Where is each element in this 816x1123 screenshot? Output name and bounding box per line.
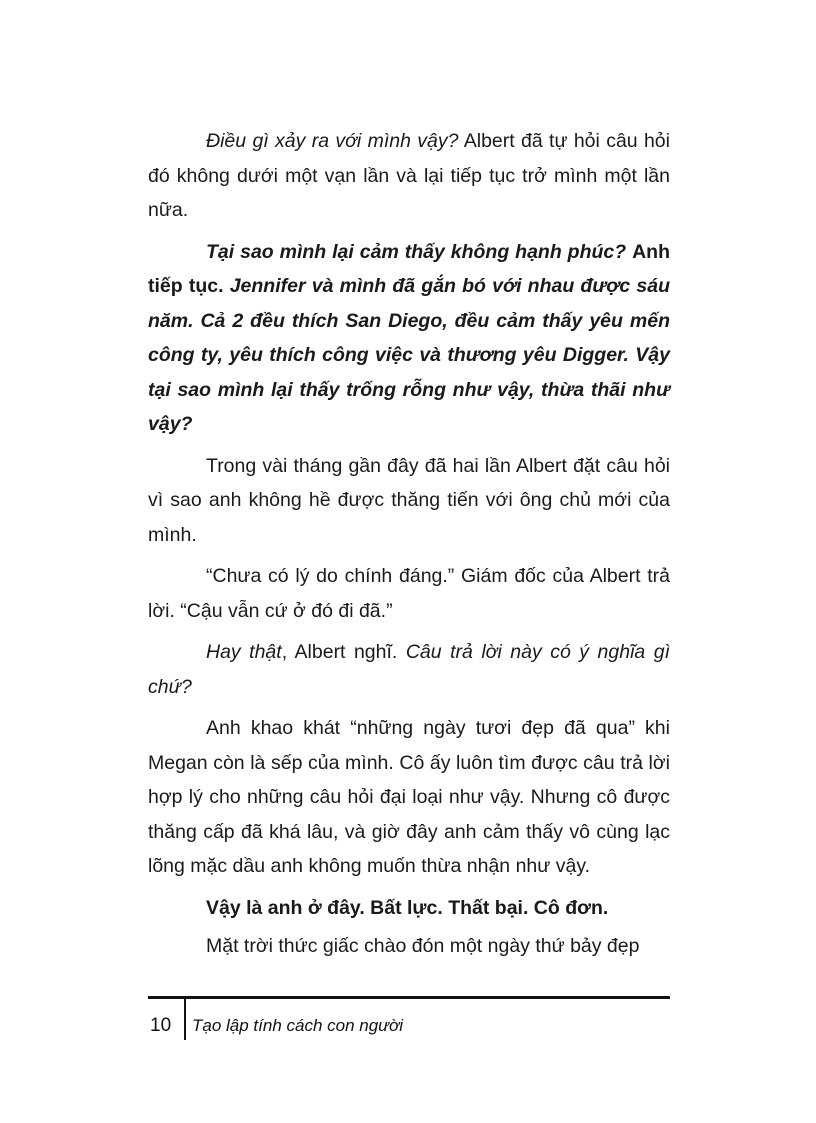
paragraph-1-text: Albert đã tự hỏi câu hỏi đó không dưới một vạn lần và lại tiếp tục trở mình một lần nữa. — [148, 130, 670, 221]
narration-bold: Anh tiếp tục. — [148, 240, 670, 297]
paragraph-1 — [148, 124, 670, 228]
running-title: Tạo lập tính cách con người — [192, 1016, 404, 1035]
paragraph-7-bold — [148, 891, 670, 926]
italic-thought: Câu trả lời này có ý nghĩa gì chứ? — [148, 641, 670, 698]
paragraph-3 — [148, 449, 670, 553]
paragraph-8-text: Mặt trời thức giấc chào đón một ngày thứ bảy đẹp — [206, 935, 640, 957]
thought-question: Tại sao mình lại cảm thấy không hạnh phúc? — [206, 240, 633, 263]
paragraph-4-text: “Chưa có lý do chính đáng.” Giám đốc của Albert trả lời. “Cậu vẫn cứ ở đó đi đã.” — [148, 565, 670, 622]
paragraph-7-text: Vậy là anh ở đây. Bất lực. Thất bại. Cô đơn. — [206, 896, 609, 919]
paragraph-3-text: Trong vài tháng gần đây đã hai lần Albert đặt câu hỏi vì sao anh không hề được thăng tiến với ông chủ mới của mình. — [148, 454, 670, 546]
italic-remark: Hay thật — [206, 641, 282, 663]
footer-rule — [148, 996, 670, 999]
paragraph-8 — [148, 929, 670, 964]
paragraph-4-dialogue — [148, 559, 670, 628]
paragraph-2-thoughts — [148, 235, 670, 442]
paragraph-5 — [148, 635, 670, 704]
page-number: 10 — [150, 1015, 172, 1036]
paragraph-6-text: Anh khao khát “những ngày tươi đẹp đã qua” khi Megan còn là sếp của mình. Cô ấy luôn tìm được câu trả lời hợp lý cho những câu hỏi đại loại như vậy. Nhưng cô được thăng cấp đã khá lâu, và giờ đây anh cảm thấy vô cùng lạc lõng mặc dầu anh không muốn thừa nhận như vậy. — [148, 717, 670, 877]
thought-text: Jennifer và mình đã gắn bó với nhau được sáu năm. Cả 2 đều thích San Diego, đều cảm thấy yêu mến công ty, yêu thích công việc và thương yêu Digger. Vậy tại sao mình lại thấy trống rỗng như vậy, thừa thãi như vậy? — [148, 275, 670, 435]
italic-question: Điều gì xảy ra với mình vậy? — [206, 130, 459, 152]
paragraph-6 — [148, 711, 670, 884]
paragraph-5-middle: , Albert nghĩ. — [281, 641, 406, 663]
page-body — [148, 124, 670, 971]
footer-divider — [184, 998, 186, 1040]
